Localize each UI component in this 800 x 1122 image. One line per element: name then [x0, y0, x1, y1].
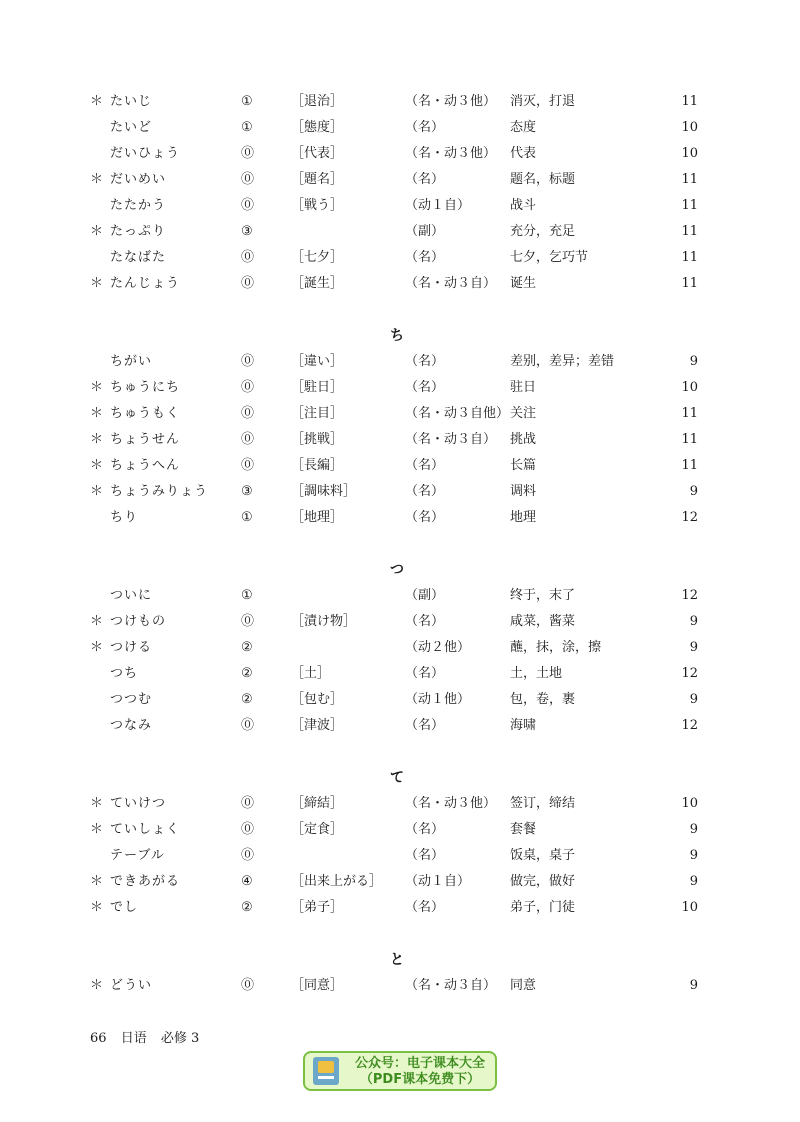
entry-kana: ちょうへん: [110, 458, 181, 473]
vocab-entry-row: [0, 245, 800, 271]
entry-star-mark: ＊: [90, 276, 104, 291]
vocab-entry-row: [0, 141, 800, 167]
entry-accent: ②: [241, 666, 253, 681]
entry-meaning: 土，土地: [510, 666, 563, 681]
entry-part-of-speech: （动２他）: [405, 640, 471, 655]
book-icon: [313, 1057, 339, 1085]
entry-meaning: 差别，差异；差错: [510, 354, 615, 369]
entry-part-of-speech: （名）: [405, 510, 445, 525]
entry-star-mark: ＊: [90, 796, 104, 811]
entry-meaning: 包，卷，裹: [510, 692, 576, 707]
entry-kana: ていしょく: [110, 822, 181, 837]
book-title: 日语: [120, 1031, 147, 1046]
entry-accent: ⓪: [241, 978, 255, 993]
section-heading-label: つ: [390, 562, 404, 578]
kana-section: [0, 323, 800, 531]
entry-kanji: ［津波］: [291, 718, 344, 733]
entry-star-mark: ＊: [90, 484, 104, 499]
vocab-entry-row: [0, 505, 800, 531]
entry-kana: だいめい: [110, 172, 167, 187]
vocab-entry-row: [0, 167, 800, 193]
entry-meaning: 态度: [510, 120, 537, 135]
entry-accent: ⓪: [241, 406, 255, 421]
vocab-entry-row: [0, 869, 800, 895]
entry-part-of-speech: （名）: [405, 614, 445, 629]
entry-accent: ⓪: [241, 276, 255, 291]
entry-meaning: 饭桌，桌子: [510, 848, 576, 863]
entry-accent: ⓪: [241, 822, 255, 837]
entry-part-of-speech: （名・动３自他）: [405, 406, 510, 421]
entry-kanji: ［締結］: [291, 796, 344, 811]
entry-kana: たいど: [110, 120, 153, 135]
entry-kana: たんじょう: [110, 276, 181, 291]
entry-accent: ⓪: [241, 848, 255, 863]
vocab-entry-row: [0, 427, 800, 453]
entry-kanji: ［題名］: [291, 172, 344, 187]
vocab-entry-row: [0, 635, 800, 661]
entry-kana: たっぷり: [110, 224, 167, 239]
entry-part-of-speech: （副）: [405, 224, 445, 239]
section-heading: [0, 947, 800, 973]
entry-meaning: 海啸: [510, 718, 537, 733]
entry-kana: ちがい: [110, 354, 153, 369]
page-number: 66: [90, 1031, 107, 1046]
entry-star-mark: ＊: [90, 822, 104, 837]
entry-lesson-number: 9: [689, 848, 698, 863]
entry-meaning: 长篇: [510, 458, 537, 473]
entry-part-of-speech: （名）: [405, 666, 445, 681]
entry-meaning: 做完，做好: [510, 874, 576, 889]
entry-meaning: 充分，充足: [510, 224, 576, 239]
section-heading: [0, 323, 800, 349]
entry-star-mark: ＊: [90, 172, 104, 187]
entry-part-of-speech: （名・动３自）: [405, 432, 497, 447]
entry-kana: たたかう: [110, 198, 167, 213]
vocab-entry-row: [0, 817, 800, 843]
entry-accent: ⓪: [241, 380, 255, 395]
entry-star-mark: ＊: [90, 224, 104, 239]
entry-accent: ②: [241, 640, 253, 655]
vocab-entry-row: [0, 713, 800, 739]
entry-kana: つける: [110, 640, 153, 655]
entry-lesson-number: 10: [681, 796, 698, 811]
vocab-entry-row: [0, 453, 800, 479]
entry-kana: つなみ: [110, 718, 153, 733]
entry-lesson-number: 11: [681, 172, 698, 187]
entry-kanji: ［退治］: [291, 94, 344, 109]
entry-star-mark: ＊: [90, 458, 104, 473]
entry-kanji: ［代表］: [291, 146, 344, 161]
entry-kana: つけもの: [110, 614, 167, 629]
page-footer: [90, 1027, 209, 1046]
entry-kanji: ［誕生］: [291, 276, 344, 291]
entry-part-of-speech: （动１自）: [405, 198, 471, 213]
entry-meaning: 同意: [510, 978, 537, 993]
entry-kana: たいじ: [110, 94, 153, 109]
vocab-entry-row: [0, 973, 800, 999]
entry-kana: つち: [110, 666, 139, 681]
entry-meaning: 地理: [510, 510, 537, 525]
vocab-entry-row: [0, 687, 800, 713]
vocab-entry-row: [0, 791, 800, 817]
entry-kanji: ［土］: [291, 666, 331, 681]
book-volume: 必修 3: [160, 1031, 200, 1046]
entry-lesson-number: 10: [681, 380, 698, 395]
entry-accent: ⓪: [241, 614, 255, 629]
entry-kanji: ［七夕］: [291, 250, 344, 265]
entry-accent: ⓪: [241, 354, 255, 369]
entry-part-of-speech: （名）: [405, 250, 445, 265]
entry-lesson-number: 11: [681, 406, 698, 421]
entry-meaning: 消灭，打退: [510, 94, 576, 109]
entry-meaning: 题名，标题: [510, 172, 576, 187]
entry-accent: ①: [241, 588, 253, 603]
entry-part-of-speech: （名）: [405, 822, 445, 837]
entry-meaning: 弟子，门徒: [510, 900, 576, 915]
entry-kanji: ［戦う］: [291, 198, 344, 213]
vocab-entry-row: [0, 89, 800, 115]
entry-part-of-speech: （名・动３自）: [405, 276, 497, 291]
entry-accent: ①: [241, 120, 253, 135]
vocab-entry-row: [0, 271, 800, 297]
entry-kanji: ［弟子］: [291, 900, 344, 915]
entry-lesson-number: 9: [689, 978, 698, 993]
entry-accent: ⓪: [241, 172, 255, 187]
entry-meaning: 七夕，乞巧节: [510, 250, 589, 265]
entry-meaning: 关注: [510, 406, 537, 421]
entry-part-of-speech: （动１他）: [405, 692, 471, 707]
entry-star-mark: ＊: [90, 900, 104, 915]
watermark-badge: [303, 1051, 497, 1091]
entry-accent: ⓪: [241, 250, 255, 265]
entry-star-mark: ＊: [90, 640, 104, 655]
entry-kana: どうい: [110, 978, 153, 993]
entry-accent: ⓪: [241, 796, 255, 811]
entry-lesson-number: 11: [681, 224, 698, 239]
vocab-entry-row: [0, 895, 800, 921]
entry-kanji: ［違い］: [291, 354, 344, 369]
entry-kanji: ［同意］: [291, 978, 344, 993]
entry-kanji: ［出来上がる］: [291, 874, 383, 889]
entry-kana: ちり: [110, 510, 139, 525]
entry-kana: ついに: [110, 588, 153, 603]
section-heading: [0, 765, 800, 791]
vocab-entry-row: [0, 479, 800, 505]
entry-meaning: 战斗: [510, 198, 537, 213]
entry-accent: ①: [241, 510, 253, 525]
entry-kana: ちゅうもく: [110, 406, 181, 421]
kana-section: [0, 947, 800, 999]
vocab-entry-row: [0, 193, 800, 219]
entry-accent: ①: [241, 94, 253, 109]
entry-star-mark: ＊: [90, 380, 104, 395]
entry-lesson-number: 12: [681, 510, 698, 525]
kana-section: [0, 89, 800, 297]
entry-part-of-speech: （名）: [405, 900, 445, 915]
entry-kana: ちょうみりょう: [110, 484, 209, 499]
watermark-line-1: 公众号：电子课本大全: [354, 1056, 485, 1071]
entry-accent: ⓪: [241, 718, 255, 733]
entry-lesson-number: 10: [681, 120, 698, 135]
section-heading-label: て: [390, 770, 404, 786]
entry-part-of-speech: （名）: [405, 718, 445, 733]
vocab-entry-row: [0, 401, 800, 427]
entry-meaning: 诞生: [510, 276, 537, 291]
entry-part-of-speech: （名）: [405, 380, 445, 395]
entry-kanji: ［包む］: [291, 692, 344, 707]
entry-kanji: ［注目］: [291, 406, 344, 421]
entry-lesson-number: 9: [689, 692, 698, 707]
entry-lesson-number: 10: [681, 900, 698, 915]
section-heading-label: と: [390, 952, 404, 968]
entry-kana: つつむ: [110, 692, 153, 707]
entry-part-of-speech: （名）: [405, 172, 445, 187]
entry-star-mark: ＊: [90, 94, 104, 109]
entry-lesson-number: 12: [681, 588, 698, 603]
entry-kanji: ［定食］: [291, 822, 344, 837]
entry-star-mark: ＊: [90, 406, 104, 421]
entry-kana: ちょうせん: [110, 432, 181, 447]
entry-kana: できあがる: [110, 874, 181, 889]
entry-lesson-number: 11: [681, 198, 698, 213]
entry-lesson-number: 9: [689, 614, 698, 629]
vocab-entry-row: [0, 843, 800, 869]
entry-kanji: ［長編］: [291, 458, 344, 473]
entry-meaning: 蘸，抹，涂，擦: [510, 640, 602, 655]
entry-part-of-speech: （名・动３他）: [405, 146, 497, 161]
section-heading: [0, 557, 800, 583]
entry-part-of-speech: （名）: [405, 848, 445, 863]
entry-part-of-speech: （名・动３他）: [405, 94, 497, 109]
entry-meaning: 代表: [510, 146, 537, 161]
entry-kana: だいひょう: [110, 146, 181, 161]
entry-star-mark: ＊: [90, 614, 104, 629]
entry-part-of-speech: （名）: [405, 484, 445, 499]
entry-meaning: 调料: [510, 484, 537, 499]
vocab-entry-row: [0, 609, 800, 635]
entry-kanji: ［駐日］: [291, 380, 344, 395]
entry-kanji: ［漬け物］: [291, 614, 357, 629]
entry-kana: たなばた: [110, 250, 167, 265]
entry-star-mark: ＊: [90, 874, 104, 889]
entry-meaning: 驻日: [510, 380, 537, 395]
entry-part-of-speech: （名）: [405, 458, 445, 473]
vocab-entry-row: [0, 219, 800, 245]
entry-lesson-number: 9: [689, 822, 698, 837]
entry-part-of-speech: （名）: [405, 120, 445, 135]
entry-kana: でし: [110, 900, 139, 915]
entry-lesson-number: 9: [689, 484, 698, 499]
entry-accent: ②: [241, 692, 253, 707]
entry-part-of-speech: （名）: [405, 354, 445, 369]
vocab-entry-row: [0, 583, 800, 609]
entry-accent: ⓪: [241, 432, 255, 447]
entry-lesson-number: 11: [681, 250, 698, 265]
kana-section: [0, 765, 800, 921]
entry-meaning: 套餐: [510, 822, 537, 837]
entry-lesson-number: 9: [689, 640, 698, 655]
entry-lesson-number: 11: [681, 94, 698, 109]
entry-kana: ちゅうにち: [110, 380, 181, 395]
entry-lesson-number: 9: [689, 874, 698, 889]
section-heading-label: ち: [390, 328, 404, 344]
entry-part-of-speech: （动１自）: [405, 874, 471, 889]
entry-accent: ②: [241, 900, 253, 915]
entry-part-of-speech: （名・动３他）: [405, 796, 497, 811]
entry-accent: ④: [241, 874, 253, 889]
entry-lesson-number: 12: [681, 666, 698, 681]
vocab-entry-row: [0, 349, 800, 375]
entry-lesson-number: 11: [681, 432, 698, 447]
entry-lesson-number: 9: [689, 354, 698, 369]
entry-kana: ていけつ: [110, 796, 167, 811]
entry-meaning: 终于，末了: [510, 588, 576, 603]
entry-lesson-number: 11: [681, 276, 698, 291]
entry-lesson-number: 11: [681, 458, 698, 473]
entry-kanji: ［挑戦］: [291, 432, 344, 447]
entry-meaning: 咸菜，酱菜: [510, 614, 576, 629]
kana-section: [0, 557, 800, 739]
entry-kanji: ［地理］: [291, 510, 344, 525]
entry-part-of-speech: （副）: [405, 588, 445, 603]
entry-kanji: ［態度］: [291, 120, 344, 135]
entry-kana: テーブル: [110, 848, 165, 863]
vocab-entry-row: [0, 375, 800, 401]
entry-accent: ③: [241, 484, 253, 499]
entry-lesson-number: 12: [681, 718, 698, 733]
entry-lesson-number: 10: [681, 146, 698, 161]
entry-star-mark: ＊: [90, 432, 104, 447]
entry-meaning: 挑战: [510, 432, 537, 447]
entry-star-mark: ＊: [90, 978, 104, 993]
entry-accent: ⓪: [241, 198, 255, 213]
entry-accent: ③: [241, 224, 253, 239]
entry-meaning: 签订，缔结: [510, 796, 576, 811]
vocab-entry-row: [0, 115, 800, 141]
entry-part-of-speech: （名・动３自）: [405, 978, 497, 993]
entry-accent: ⓪: [241, 146, 255, 161]
watermark-line-2: （PDF课本免费下）: [359, 1072, 481, 1087]
entry-kanji: ［調味料］: [291, 484, 357, 499]
entry-accent: ⓪: [241, 458, 255, 473]
vocab-entry-row: [0, 661, 800, 687]
